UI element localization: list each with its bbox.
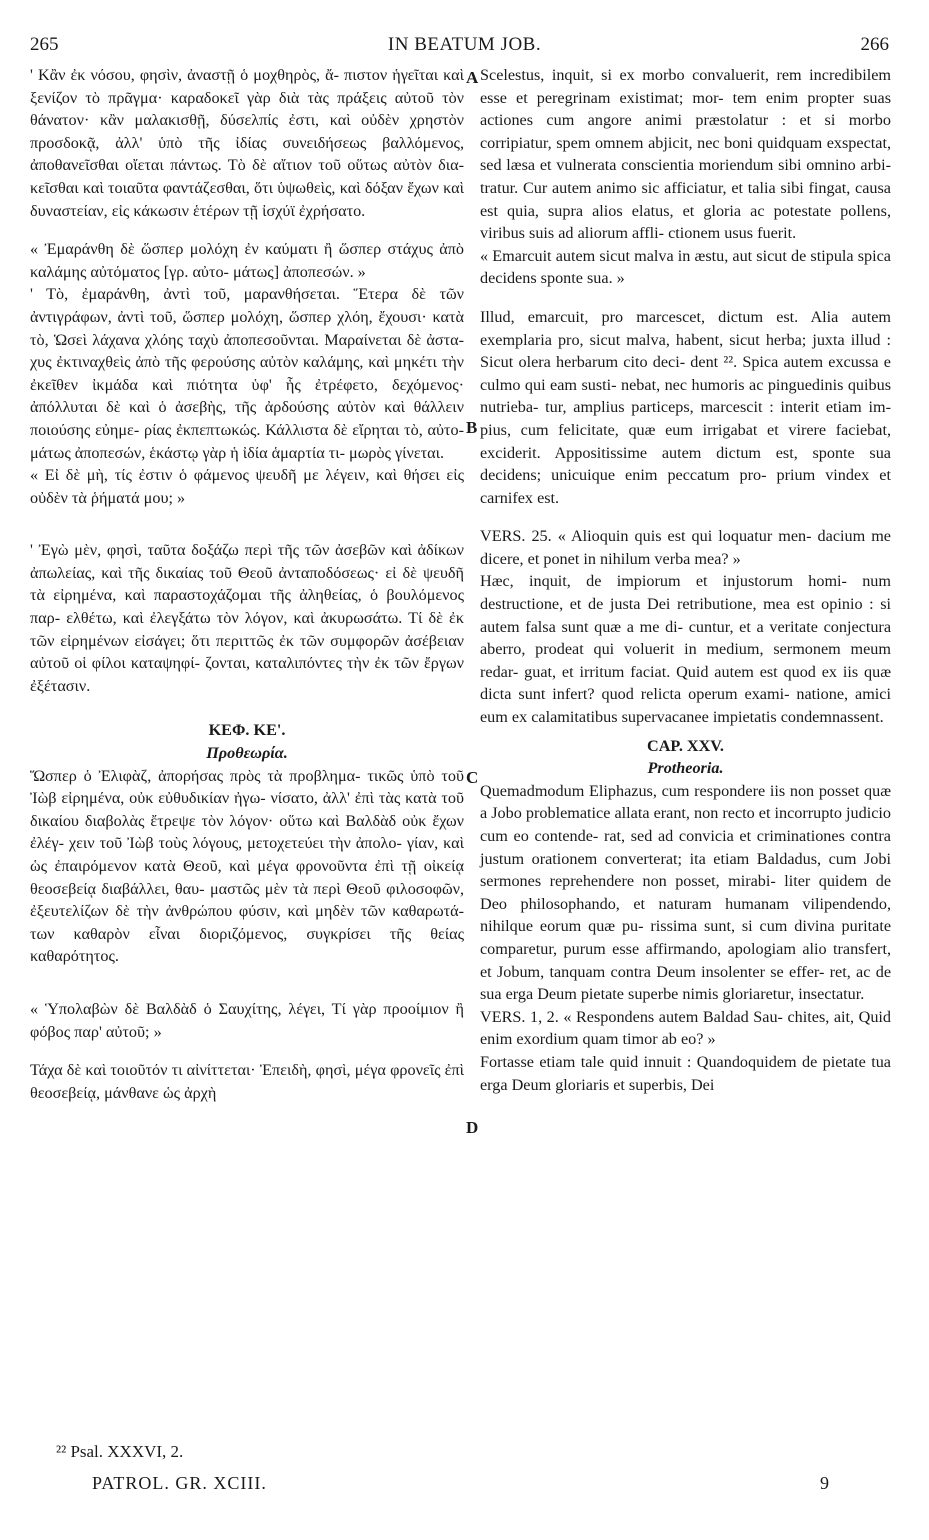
margin-letter-d: D — [466, 1118, 479, 1137]
latin-paragraph: Hæc, inquit, de impiorum et injustorum homi- num destructione, et de justa Dei retributione, mea est opinio : si autem falsa sunt quæ a me di- cuntur, et a veritate conjectura aberro, prodeat qui voluerit in medium, sermonem meum redar- guat, et irritum faciat. Quid autem est quod ex iis quæ dicta sunt infert? quod relicta operum exami- natione, amici eum ex calamitatibus supervacanee impietatis condemnassent. — [480, 572, 891, 727]
greek-paragraph: Ὥσπερ ὁ Ἐλιφὰζ, ἀπορήσας πρὸς τὰ προβλημα- τικῶς ὑπὸ τοῦ Ἰὼβ εἰρημένα, οὐκ εὐθυδικίαν ἠγω- νίσατο, ἀλλ' ἐπὶ τὰς κατὰ τοῦ δικαίου διαβολὰς ἔτρεψε τὸν λόγον· οὕτω καὶ Βαλδὰδ οὐκ ἔχων ἐλέγ- χειν τοῦ Ἰὼβ τοὺς λόγους, μετοχετεύει τὴν ἀπολο- γίαν, καὶ ὡς ἐπαιρόμενον κατὰ Θεοῦ, καὶ μέγα φρονοῦντα ἐπὶ τῇ οἰκείᾳ θεοσεβείᾳ διαβάλλει, θαυ- μαστῶς μὲν τὰ περὶ Θεοῦ φιλοσοφῶν, ἐξευτελίζων δὲ τὴν ἀνθρώπου φύσιν, καὶ μηδὲν τῶν καθαρωτά- των καθαρὸν εἶναι διοριζόμενος, συγκρίσει τῆς θείας καθαρότητος. — [30, 766, 464, 966]
margin-letter-b: B — [466, 418, 478, 437]
greek-paragraph: ' Κἂν ἐκ νόσου, φησὶν, ἀναστῇ ὁ μοχθηρὸς, ἄ- πιστον ἡγεῖται καὶ ξενίζον τὸ πρᾶγμα· καραδοκεῖ γὰρ διὰ τὰς πράξεις αὐτοῦ τὸν θάνατον· κἂν μαλακισθῇ, δύσελπίς ἐστι, καὶ οὐδὲν χρηστὸν προσδοκᾷ, ἀλλ' ὑπὸ τῆς ἰδίας συνειδήσεως βαλλόμενος, ἀποθανεῖσθαι οἴεται πάντως. Τὸ δὲ αἴτιον τοῦ οὕτως αὐτὸν δια- κεῖσθαι καὶ τοιαῦτα φαντάζεσθαι, ὅτι ὑψωθεὶς, καὶ δόξαν ἔχων καὶ δυναστείαν, εἰς κάκωσιν ἑτέρων τῇ ἰσχύϊ ἐχρήσατο. — [30, 66, 464, 220]
signature-mark: PATROL. GR. XCIII. — [92, 1473, 267, 1493]
latin-column — [480, 64, 891, 1096]
latin-paragraph: Fortasse etiam tale quid innuit : Quandoquidem de pietate tua erga Deum gloriaris et superbis, Dei — [480, 1052, 891, 1094]
right-page-number: 266 — [860, 34, 889, 55]
latin-paragraph: Illud, emarcuit, pro marcescet, dictum est. Alia autem exemplaria pro, sicut malva, habent, sicut herba; juxta illud : Sicut olera herbarum cito deci- dent ²². Spica autem excussa e culmo qui eam susti- nebat, nec humoris ac pinguedinis quibus nutrieba- tur, amplius particeps, marcescit : interit etiam im- pius, cum felicitate, quæ eum irrigabat et virere faciebat, exciderit. Appositissime autem dictum est, sponte sua decidens; unicuique enim peccatum pro- prium vindex et carnifex est. — [480, 307, 891, 507]
greek-quotation: « Εἰ δὲ μὴ, τίς ἐστιν ὁ φάμενος ψευδῆ με λέγειν, καὶ θήσει εἰς οὐδὲν τὰ ῥήματά μου; » — [30, 466, 464, 507]
latin-paragraph: Quemadmodum Eliphazus, cum respondere iis non posset quæ a Jobo problematice allata erant, non recto et incorrupto judicio cum eo contende- rat, sed ad convicia et criminationes contra justum orationem converterat; ita etiam Baldadus, cum Jobi sermones reprehendere non posset, mirabi- liter quidem de Deo philosophando, et naturam humanam vilipendendo, nihilque eorum quæ pu- rissima sunt, si cum divina puritate comparetur, purum esse affirmando, apologiam alio transfert, et Jobum, tanquam contra Deum insolenter se effer- ret, ac de sua erga Deum pietate superbe nimis gloriaretur, insectatur. — [480, 781, 891, 1004]
greek-quotation: « Ἐμαράνθη δὲ ὥσπερ μολόχη ἐν καύματι ἢ ὥσπερ στάχυς ἀπὸ καλάμης αὐτόματος [γρ. αὐτο- μάτως] ἀποπεσών. » — [30, 240, 464, 281]
margin-letter-c: C — [466, 768, 479, 787]
latin-subheading: Protheoria. — [647, 759, 724, 778]
latin-verse: VERS. 25. « Alioquin quis est qui loquatur men- dacium me dicere, et ponet in nihilum verba mea? » — [480, 527, 891, 568]
greek-quotation: « Ὑπολαβὼν δὲ Βαλδὰδ ὁ Σαυχίτης, λέγει, Τί γὰρ προοίμιον ἢ φόβος παρ' αὐτοῦ; » — [30, 999, 464, 1041]
greek-paragraph: ' Ἐγὼ μὲν, φησὶ, ταῦτα δοξάζω περὶ τῆς τῶν ἀσεβῶν καὶ ἀδίκων ἀπωλείας, καὶ τῆς δικαίας τοῦ Θεοῦ ἀνταποδόσεως· εἰ δὲ ψευδῆ τὰ εἰρημένα, καὶ παραστοχάζομαι τῆς ἀληθείας, ὁ βουλόμενος παρ- ελθέτω, καὶ ἐλεγξάτω τὸν λόγον, καὶ ἀκυρωσάτω. Τί δὲ ἐκ τῶν εἰρημένων εἰσάγει; ὅτι περιττῶς ἐκ τῶν συμφορῶν ἀσέβειαν αὐτοῦ οἱ φίλοι καταψηφί- ζονται, καταλιπόντες τὴν ἐκ τῶν ἔργων ἐξέτασιν. — [30, 541, 464, 695]
signature-number: 9 — [820, 1473, 829, 1493]
latin-paragraph: Scelestus, inquit, si ex morbo convaluerit, rem incredibilem esse et peregrinam existimat; mor- tem enim propter suas actiones cum angore animi præstolatur : et si morbo corripiatur, spem omnem abjicit, nec boni quidquam exspectat, sed læsa et vulnerata conscientia moriendum sibi omnino arbi- tratur. Cur autem animo sic afficiatur, et talia sibi fingat, causa est quia, supra alios elatus, et gloria ac potestate pollens, viribus suis ad aliorum affli- ctionem usus fuerit. — [480, 66, 891, 243]
latin-chapter-heading: CAP. XXV. — [647, 736, 724, 755]
greek-subheading: Προθεωρία. — [206, 744, 288, 763]
greek-chapter-heading: ΚΕΦ. ΚΕ'. — [208, 721, 286, 740]
latin-quotation: « Emarcuit autem sicut malva in æstu, aut sicut de stipula spica decidens sponte sua. » — [480, 246, 891, 288]
footnote: ²² Psal. XXXVI, 2. — [56, 1442, 184, 1461]
margin-letter-a: A — [466, 68, 479, 87]
left-page-number: 265 — [30, 34, 59, 55]
running-title: IN BEATUM JOB. — [387, 34, 542, 55]
greek-paragraph: Τάχα δὲ καὶ τοιοῦτόν τι αἰνίττεται· Ἐπειδὴ, φησὶ, μέγα φρονεῖς ἐπὶ θεοσεβείᾳ, μάνθανε ὡς ἀρχὴ — [30, 1061, 464, 1102]
greek-paragraph: ' Τὸ, ἐμαράνθη, ἀντὶ τοῦ, μαρανθήσεται. Ἕτερα δὲ τῶν ἀντιγράφων, ἀντὶ τοῦ, ὥσπερ μολόχη, ὥσπερ χλόη, ἔχουσι· κατὰ τὸ, Ὡσεὶ λάχανα χλόης ταχὺ ἀποπεσοῦνται. Μαραίνεται δὲ ἀστα- χυς ἐκτιναχθεὶς ἀπὸ τῆς φερούσης αὐτὸν καλάμης, καὶ μηκέτι τὴν ἐκεῖθεν ἰκμάδα καὶ πιότητα ὑφ' ἧς ἐτρέφετο, δεχόμενος· ἀπόλλυται δὲ καὶ ὁ ἀσεβὴς, τῆς ἀρδούσης αὐτὸν καὶ θάλλειν ποιούσης εὐημε- ρίας ἐκπεπτωκώς. Κάλλιστα δὲ εἴρηται τὸ, αὐτο- μάτως ἀποπεσών, ἑκάστῳ γὰρ ἡ ἰδία ἁμαρτία τι- μωρὸς γίνεται. — [30, 285, 464, 462]
latin-verse: VERS. 1, 2. « Respondens autem Baldad Sau- chites, ait, Quid enim exordium quam timor ab eo? » — [480, 1007, 891, 1049]
greek-column — [30, 64, 464, 1104]
